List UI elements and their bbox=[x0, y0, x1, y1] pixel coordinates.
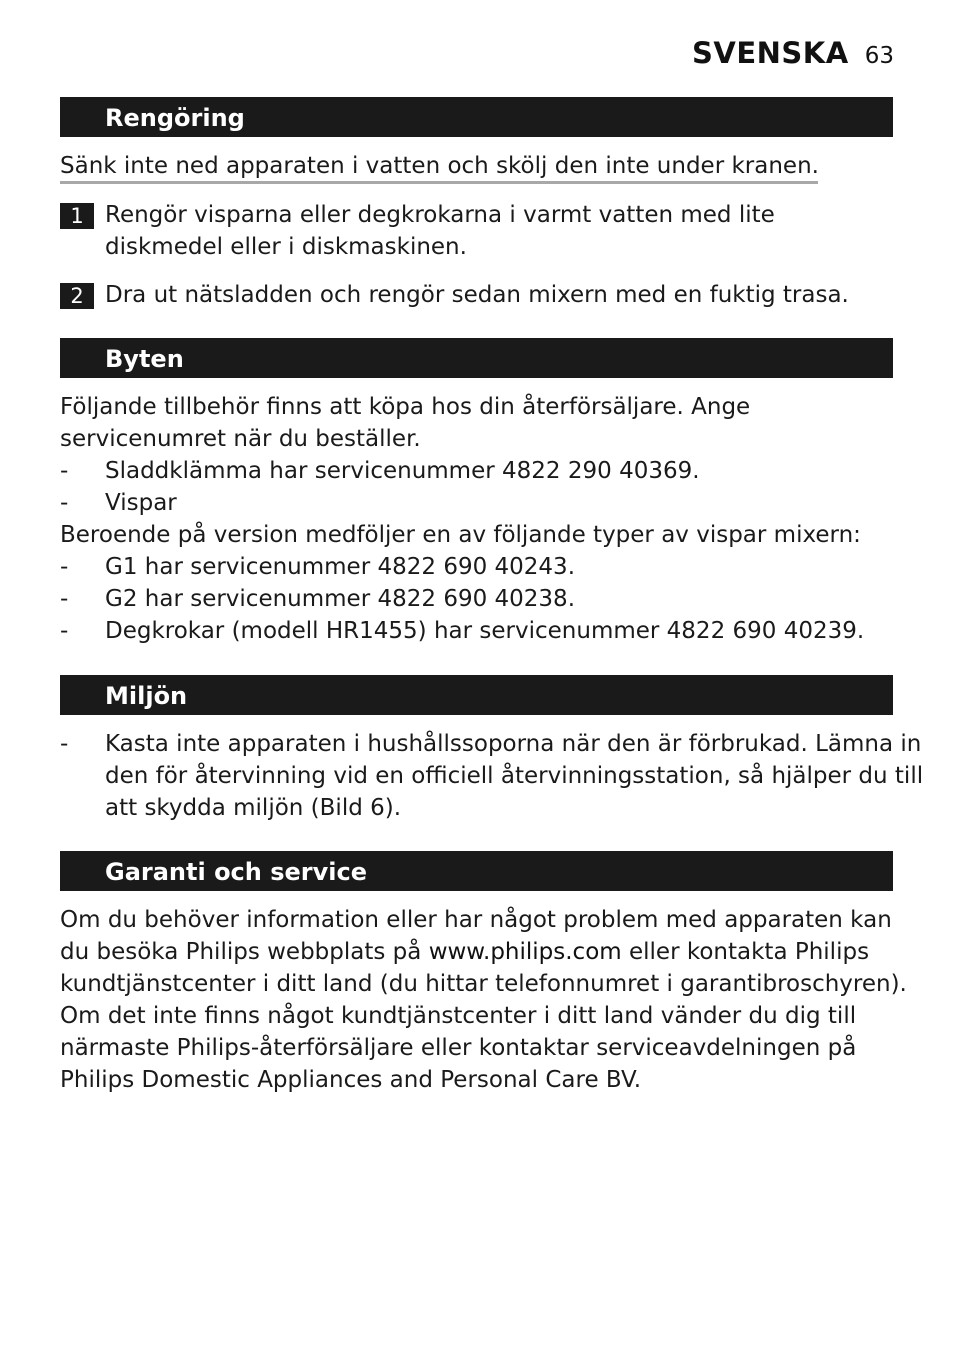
list-item-text-line: Kasta inte apparaten i hushållssoporna när den är förbrukad. Lämna in bbox=[105, 731, 922, 757]
list-dash: - bbox=[60, 458, 69, 484]
warranty-text-segment: eller kontakta Philips bbox=[621, 939, 870, 965]
warranty-text-line: Om du behöver information eller har något problem med apparaten kan bbox=[60, 907, 892, 933]
page-header bbox=[692, 36, 894, 70]
list-dash: - bbox=[60, 586, 69, 612]
replacement-intro-line: Följande tillbehör finns att köpa hos din återförsäljare. Ange bbox=[60, 394, 751, 420]
warning-underline bbox=[60, 181, 818, 184]
list-item-text: G2 har servicenummer 4822 690 40238. bbox=[105, 586, 576, 612]
section-heading-warranty: Garanti och service bbox=[60, 851, 893, 891]
warranty-text-line: kundtjänstcenter i ditt land (du hittar telefonnumret i garantibroschyren). bbox=[60, 971, 907, 997]
step-text-line: Dra ut nätsladden och rengör sedan mixern med en fuktig trasa. bbox=[105, 282, 849, 308]
warranty-text-line: Om det inte finns något kundtjänstcenter i ditt land vänder du dig till bbox=[60, 1003, 857, 1029]
section-heading-cleaning: Rengöring bbox=[60, 97, 893, 137]
list-item-text: Sladdklämma har servicenummer 4822 290 40369. bbox=[105, 458, 700, 484]
step-text-line: Rengör visparna eller degkrokarna i varmt vatten med lite bbox=[105, 202, 775, 228]
list-item-text: Vispar bbox=[105, 490, 177, 516]
list-dash: - bbox=[60, 554, 69, 580]
section-heading-environment: Miljön bbox=[60, 675, 893, 715]
replacement-middle-text: Beroende på version medföljer en av följande typer av vispar mixern: bbox=[60, 522, 861, 548]
page-number: 63 bbox=[864, 43, 894, 69]
list-item-text: Degkrokar (modell HR1455) har servicenummer 4822 690 40239. bbox=[105, 618, 865, 644]
step-text-line: diskmedel eller i diskmaskinen. bbox=[105, 234, 467, 260]
step-number: 2 bbox=[60, 283, 94, 309]
warranty-text-line bbox=[60, 936, 910, 968]
section-heading-replacement: Byten bbox=[60, 338, 893, 378]
cleaning-warning: Sänk inte ned apparaten i vatten och skölj den inte under kranen. bbox=[60, 153, 819, 179]
list-dash: - bbox=[60, 618, 69, 644]
warranty-text-segment: du besöka Philips webbplats på bbox=[60, 939, 429, 965]
list-item-text-line: att skydda miljön (Bild 6). bbox=[105, 795, 402, 821]
warranty-text-line: Philips Domestic Appliances and Personal Care BV. bbox=[60, 1067, 642, 1093]
philips-website-link[interactable]: www.philips.com bbox=[428, 939, 622, 965]
list-dash: - bbox=[60, 490, 69, 516]
step-number: 1 bbox=[60, 203, 94, 229]
warranty-text-line: närmaste Philips-återförsäljare eller kontaktar serviceavdelningen på bbox=[60, 1035, 857, 1061]
language-label: SVENSKA bbox=[692, 36, 849, 70]
list-dash: - bbox=[60, 731, 69, 757]
list-item-text-line: den för återvinning vid en officiell återvinningsstation, så hjälper du till bbox=[105, 763, 924, 789]
list-item-text: G1 har servicenummer 4822 690 40243. bbox=[105, 554, 576, 580]
replacement-intro-line: servicenumret när du beställer. bbox=[60, 426, 421, 452]
